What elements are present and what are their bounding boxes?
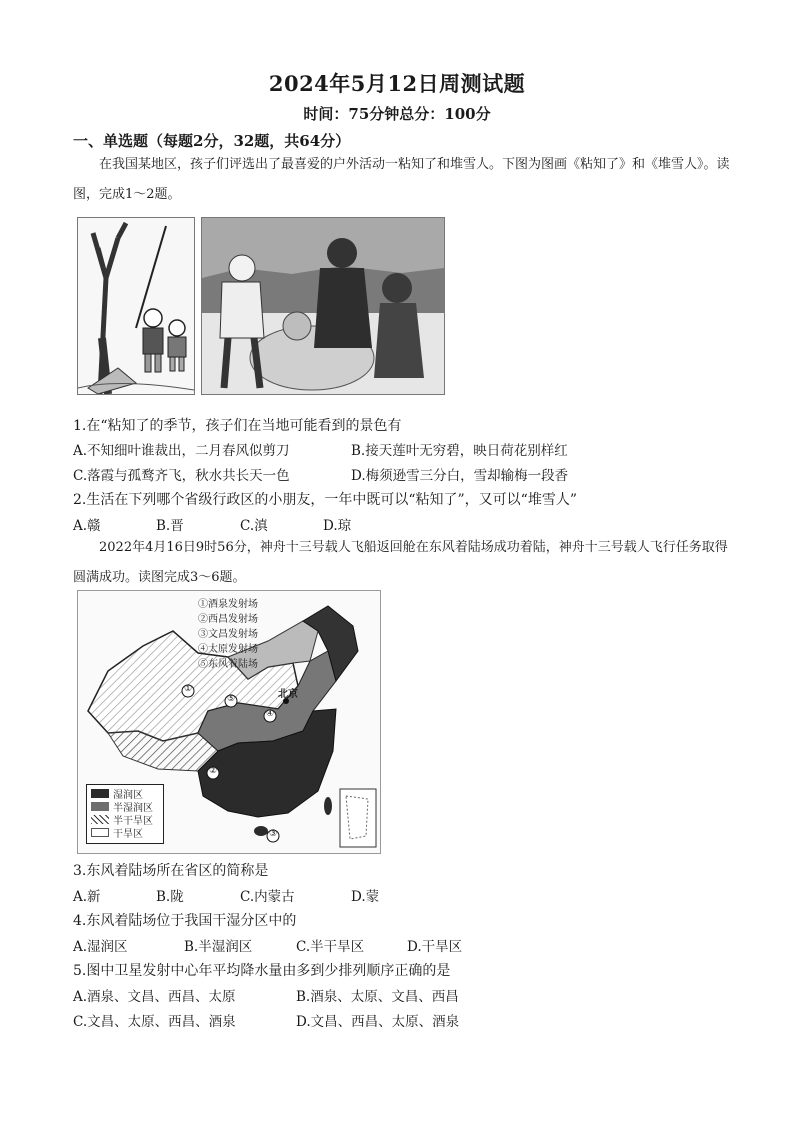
q2-option-a[interactable]: A.赣 <box>73 518 101 534</box>
legend-swatch-semi-wet <box>91 802 109 811</box>
question-1-stem: 1.在“粘知了的季节，孩子们在当地可能看到的景色有 <box>73 418 402 434</box>
q3-option-c[interactable]: C.内蒙古 <box>240 889 295 905</box>
cicada-catching-illustration <box>77 217 195 395</box>
snowman-building-photo <box>201 217 445 395</box>
q4-option-b[interactable]: B.半湿润区 <box>184 939 253 955</box>
q1-option-c[interactable]: C.落霞与孤鹜齐飞，秋水共长天一色 <box>73 468 290 484</box>
q4-option-d[interactable]: D.干旱区 <box>407 939 463 955</box>
marker-3: ③ <box>269 829 278 839</box>
beijing-label: 北京 <box>278 689 298 700</box>
q4-option-a[interactable]: A.湿润区 <box>73 939 128 955</box>
q1-option-a[interactable]: A.不知细叶谁裁出，二月春风似剪刀 <box>73 443 290 459</box>
intro-paragraph-2: 2022年4月16日9时56分，神舟十三号载人飞船返回舱在东风着陆场成功着陆，神舟十三号载人飞行任务取得圆满成功。读图完成3～6题。 <box>73 540 728 585</box>
legend-swatch-semi-arid <box>91 815 109 824</box>
page-title: 2024年5月12日周测试题 <box>268 71 526 96</box>
zone-legend <box>86 784 164 844</box>
q2-option-c[interactable]: C.滇 <box>240 518 268 534</box>
intro-paragraph-1: 在我国某地区，孩子们评选出了最喜爱的户外活动一粘知了和堆雪人。下图为图画《粘知了》和《堆雪人》。读图，完成1～2题。 <box>73 157 730 202</box>
legend-label-wet: 湿润区 <box>113 790 143 801</box>
q5-option-b[interactable]: B.酒泉、太原、文昌、西昌 <box>296 989 459 1005</box>
cartoon-drawing <box>78 218 194 394</box>
marker-2: ② <box>209 766 218 776</box>
exam-info: 时间：75分钟总分：100分 <box>303 105 491 123</box>
site-key-item: ②西昌发射场 <box>198 614 258 625</box>
q4-option-c[interactable]: C.半干旱区 <box>296 939 365 955</box>
photo-drawing <box>202 218 444 394</box>
q3-option-b[interactable]: B.陇 <box>156 889 184 905</box>
q2-option-d[interactable]: D.琼 <box>323 518 352 534</box>
q1-option-d[interactable]: D.梅须逊雪三分白，雪却输梅一段香 <box>351 468 569 484</box>
q2-option-b[interactable]: B.晋 <box>156 518 184 534</box>
question-5-stem: 5.图中卫星发射中心年平均降水量由多到少排列顺序正确的是 <box>73 963 451 979</box>
q5-option-c[interactable]: C.文昌、太原、西昌、酒泉 <box>73 1014 236 1030</box>
marker-5: ⑤ <box>227 694 236 704</box>
marker-4: ④ <box>266 709 275 719</box>
marker-1: ① <box>184 684 193 694</box>
legend-label-arid: 干旱区 <box>113 829 143 840</box>
question-3-stem: 3.东风着陆场所在省区的简称是 <box>73 863 269 879</box>
section-heading: 一、单选题（每题2分，32题，共64分） <box>73 132 351 150</box>
legend-swatch-arid <box>91 828 109 837</box>
china-dry-wet-zone-map <box>77 590 381 854</box>
site-key <box>198 597 258 672</box>
q1-option-b[interactable]: B.接天莲叶无穷碧，映日荷花别样红 <box>351 443 568 459</box>
q5-option-a[interactable]: A.酒泉、文昌、西昌、太原 <box>73 989 236 1005</box>
q5-option-d[interactable]: D.文昌、西昌、太原、酒泉 <box>296 1014 460 1030</box>
site-key-item: ⑤东风着陆场 <box>198 659 258 670</box>
q3-option-a[interactable]: A.新 <box>73 889 101 905</box>
legend-label-semi-arid: 半干旱区 <box>113 816 153 827</box>
legend-swatch-wet <box>91 789 109 798</box>
legend-label-semi-wet: 半湿润区 <box>113 803 153 814</box>
question-4-stem: 4.东风着陆场位于我国干湿分区中的 <box>73 913 297 929</box>
question-2-stem: 2.生活在下列哪个省级行政区的小朋友，一年中既可以“粘知了”，又可以“堆雪人” <box>73 492 577 508</box>
q3-option-d[interactable]: D.蒙 <box>351 889 380 905</box>
site-key-item: ④太原发射场 <box>198 644 258 655</box>
site-key-item: ③文昌发射场 <box>198 629 258 640</box>
site-key-item: ①酒泉发射场 <box>198 599 258 610</box>
